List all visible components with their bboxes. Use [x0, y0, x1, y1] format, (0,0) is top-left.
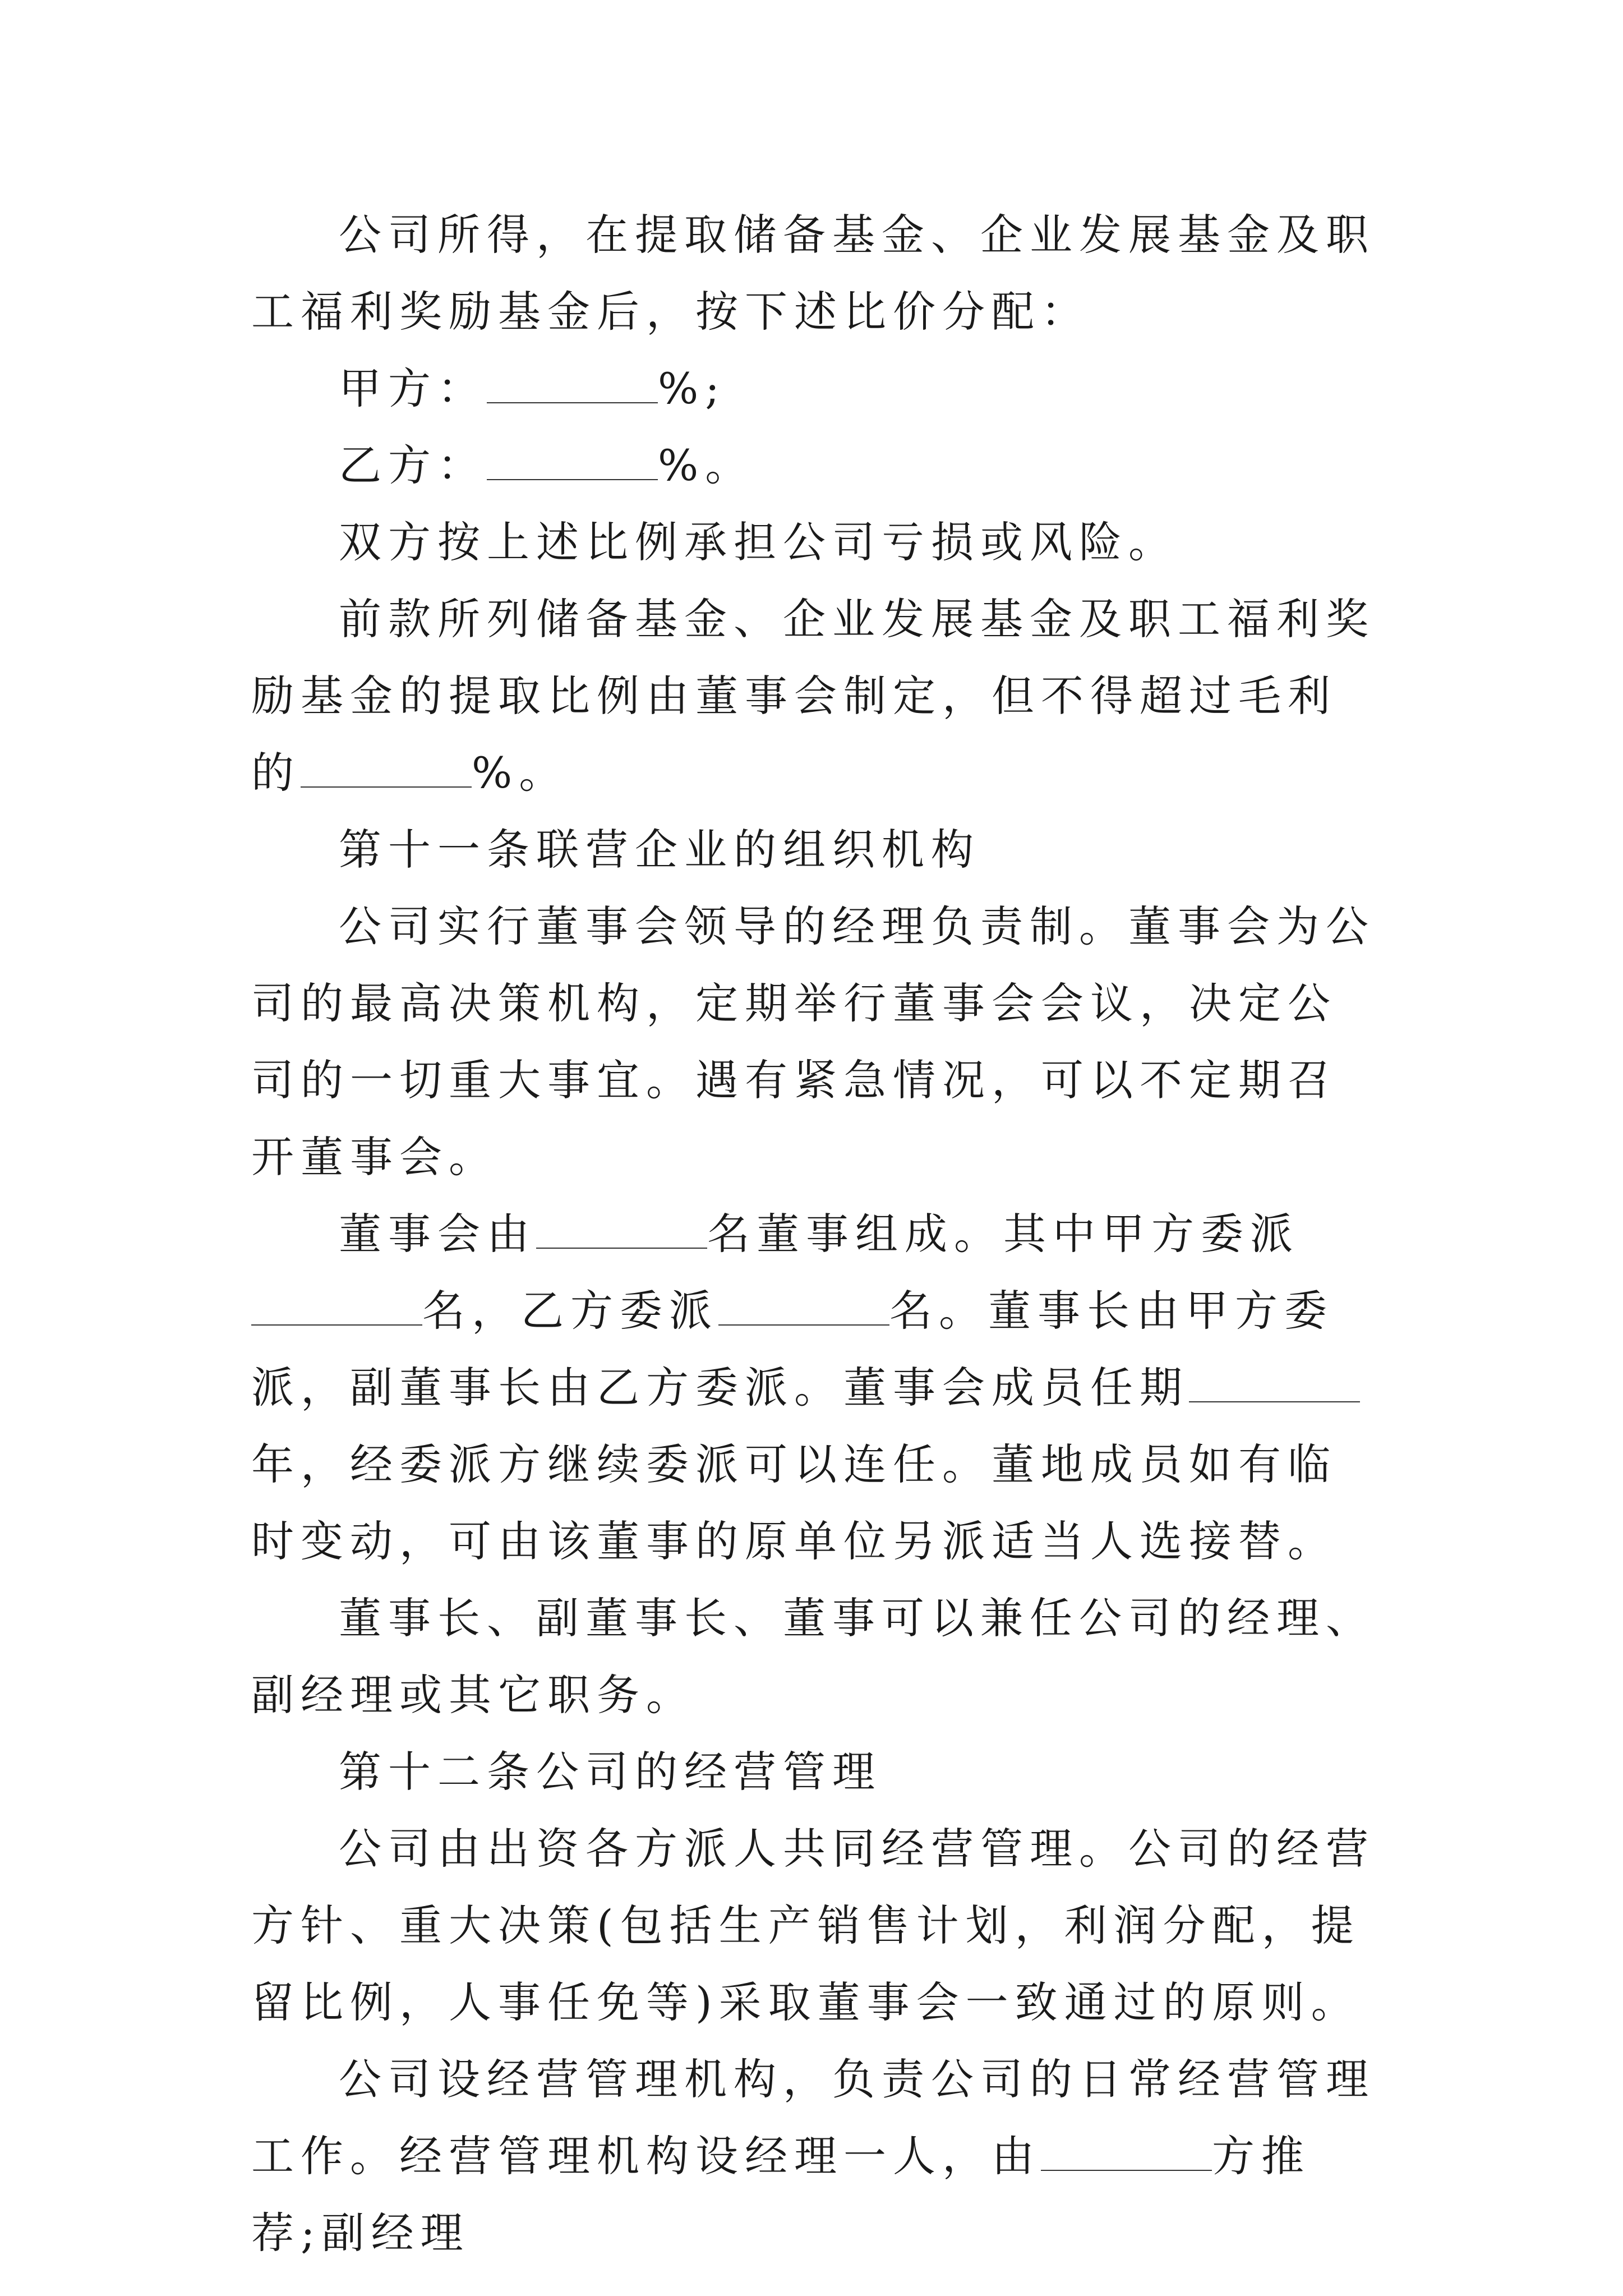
document-page	[251, 196, 1378, 2271]
board-text-1: 董事会由	[339, 1209, 536, 1259]
party-b-suffix: %。	[658, 440, 755, 490]
term-years-blank[interactable]	[1189, 1362, 1360, 1402]
manager-recommender-blank[interactable]	[1041, 2131, 1212, 2171]
party-b-directors-blank[interactable]	[718, 1285, 889, 1326]
party-b-label: 乙方：	[339, 440, 487, 490]
board-text-4: 名。董事长由甲方委派，副董事长由乙方委派。董事会成员任期	[251, 1286, 1334, 1412]
party-a-label: 甲方：	[339, 364, 487, 413]
gross-profit-blank[interactable]	[301, 747, 472, 788]
paragraph-fund-ratio	[251, 581, 1378, 811]
paragraph-board-composition	[251, 1195, 1378, 1580]
fund-ratio-suffix: %。	[472, 748, 569, 798]
paragraph-board-system: 公司实行董事会领导的经理负责制。董事会为公司的最高决策机构，定期举行董事会会议，决定公司的一切重大事宜。遇有紧急情况，可以不定期召开董事会。	[251, 901, 1375, 1182]
board-text-3: 名，乙方委派	[422, 1286, 718, 1336]
paragraph-joint-management: 公司由出资各方派人共同经营管理。公司的经营方针、重大决策(包括生产销售计划，利润分配，提留比例，人事任免等)采取董事会一致通过的原则。	[251, 1824, 1375, 2027]
paragraph-concurrent-posts: 董事长、副董事长、董事可以兼任公司的经理、副经理或其它职务。	[251, 1593, 1375, 1720]
board-text-5: 年，经委派方继续委派可以连任。董地成员如有临时变动，可由该董事的原单位另派适当人选接替。	[251, 1439, 1337, 1566]
paragraph-profit-distribution: 公司所得，在提取储备基金、企业发展基金及职工福利奖励基金后，按下述比价分配：	[251, 210, 1375, 337]
board-size-blank[interactable]	[536, 1208, 707, 1249]
heading-article-12: 第十二条公司的经营管理	[339, 1747, 882, 1797]
paragraph-loss-sharing: 双方按上述比例承担公司亏损或风险。	[339, 517, 1178, 567]
paragraph-party-a-share	[251, 350, 1378, 427]
party-b-blank[interactable]	[487, 440, 658, 480]
party-a-suffix: %;	[658, 364, 726, 413]
board-text-2: 名董事组成。其中甲方委派	[707, 1209, 1299, 1259]
paragraph-management-body	[251, 2041, 1378, 2271]
management-text-2: 方推荐;副经理	[251, 2131, 1311, 2258]
party-a-blank[interactable]	[487, 363, 658, 403]
fund-ratio-text: 前款所列储备基金、企业发展基金及职工福利奖励基金的提取比例由董事会制定，但不得超过毛利的	[251, 594, 1375, 798]
heading-article-11: 第十一条联营企业的组织机构	[339, 825, 980, 875]
management-text-1: 公司设经营管理机构，负责公司的日常经营管理工作。经营管理机构设经理一人，由	[251, 2054, 1375, 2181]
party-a-directors-blank[interactable]	[251, 1285, 422, 1326]
paragraph-party-b-share	[251, 427, 1378, 504]
